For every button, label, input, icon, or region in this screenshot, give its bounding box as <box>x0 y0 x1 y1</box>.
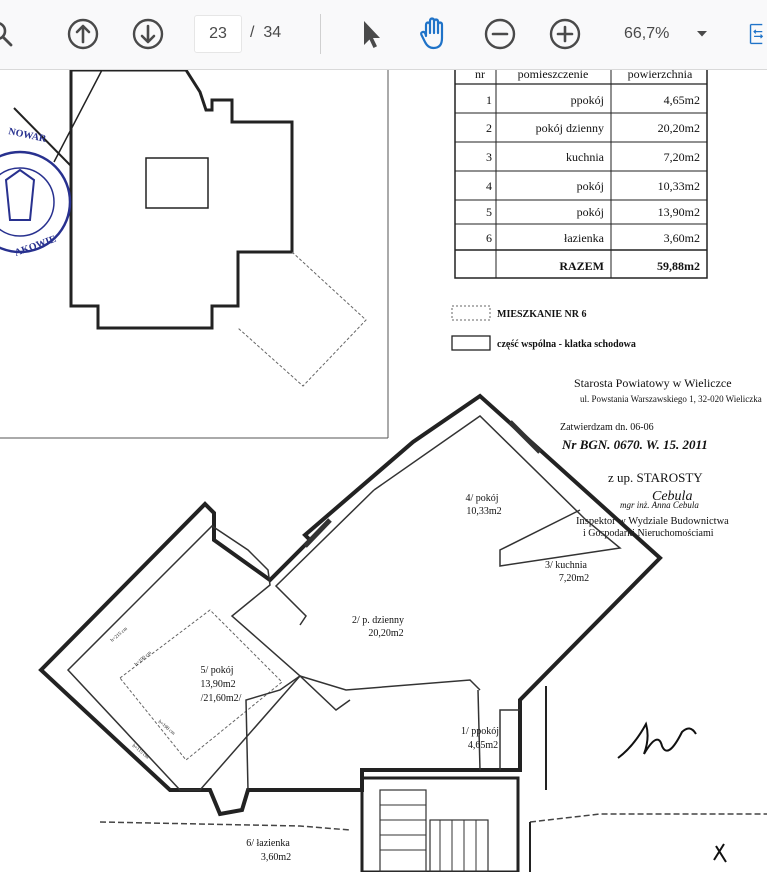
room-area: 4,65m2 <box>467 740 499 751</box>
page-total <box>250 24 281 42</box>
seal-text-top: NOWAR <box>7 126 48 145</box>
svg-text:h=190 cm: h=190 cm <box>134 650 153 668</box>
room-label: 3/ kuchnia <box>545 560 587 571</box>
search-icon[interactable] <box>0 14 22 54</box>
pdf-toolbar <box>0 0 767 70</box>
select-tool-icon[interactable] <box>350 14 390 54</box>
seal-text-bottom: AKOWIE <box>13 233 58 259</box>
svg-text:3: 3 <box>486 150 492 164</box>
table-row <box>486 150 700 164</box>
approval-stamp <box>560 376 762 539</box>
svg-text:pokój: pokój <box>576 179 604 193</box>
svg-text:1: 1 <box>486 93 492 107</box>
zoom-value: 66,7% <box>624 25 670 42</box>
svg-text:pokój: pokój <box>576 205 604 219</box>
legend-common-area: część wspólna - klatka schodowa <box>497 339 636 350</box>
svg-text:7,20m2: 7,20m2 <box>663 150 700 164</box>
chevron-down-icon <box>696 25 708 43</box>
legend-apartment: MIESZKANIE NR 6 <box>497 309 587 320</box>
room-label: 4/ pokój <box>465 493 499 504</box>
toolbar-divider <box>320 14 321 54</box>
svg-text:łazienka: łazienka <box>564 231 604 245</box>
room-label: 1/ ppokój <box>460 726 500 737</box>
svg-text:4: 4 <box>486 179 492 193</box>
zoom-in-icon[interactable] <box>545 14 585 54</box>
room-label: 5/ pokój <box>200 665 234 676</box>
svg-text:kuchnia: kuchnia <box>566 150 604 164</box>
svg-text:h=215 cm: h=215 cm <box>110 626 129 644</box>
svg-text:h=115 cm: h=115 cm <box>130 743 150 761</box>
svg-text:Zatwierdzam dn. 06-06: Zatwierdzam dn. 06-06 <box>560 422 654 433</box>
svg-text:ppokój: ppokój <box>570 93 604 107</box>
handwritten-signature <box>618 724 726 862</box>
dimension-notes <box>110 627 175 761</box>
room-area: 20,20m2 <box>368 628 404 639</box>
table-total-row <box>559 259 700 273</box>
fit-page-icon[interactable] <box>747 14 767 54</box>
room-area: 13,90m2 <box>200 679 236 690</box>
room-labels <box>200 493 589 863</box>
svg-text:h=190 cm: h=190 cm <box>156 719 176 737</box>
svg-text:4,65m2: 4,65m2 <box>663 93 700 107</box>
svg-text:Starosta Powiatowy w Wieliczce: Starosta Powiatowy w Wieliczce <box>574 376 732 390</box>
table-row <box>486 179 700 193</box>
room-label: 6/ łazienka <box>246 838 290 849</box>
page-number-input[interactable] <box>194 15 242 53</box>
room-area: 7,20m2 <box>558 573 590 584</box>
hand-tool-icon[interactable] <box>414 14 454 54</box>
svg-text:3,60m2: 3,60m2 <box>663 231 700 245</box>
svg-text:RAZEM: RAZEM <box>559 259 604 273</box>
official-seal <box>0 126 70 259</box>
table-row <box>486 205 700 219</box>
room-label: 2/ p. dzienny <box>352 615 404 626</box>
svg-text:20,20m2: 20,20m2 <box>657 121 700 135</box>
svg-text:i Gospodarki Nieruchomościami: i Gospodarki Nieruchomościami <box>583 528 714 539</box>
svg-text:Inspektor w Wydziale Budownict: Inspektor w Wydziale Budownictwa <box>576 516 729 527</box>
svg-text:6: 6 <box>486 231 492 245</box>
table-row <box>486 121 700 135</box>
svg-text:Nr BGN. 0670. W. 15. 2011: Nr BGN. 0670. W. 15. 2011 <box>562 437 708 452</box>
page-up-icon[interactable] <box>63 14 103 54</box>
svg-text:10,33m2: 10,33m2 <box>657 179 700 193</box>
svg-text:13,90m2: 13,90m2 <box>657 205 700 219</box>
page-canvas <box>0 70 767 872</box>
table-header-nr: nr <box>475 70 485 81</box>
room-area: 3,60m2 <box>260 852 292 863</box>
legend <box>452 306 636 350</box>
room-area: 10,33m2 <box>466 506 502 517</box>
apartment-floor-plan <box>41 396 767 872</box>
svg-text:2: 2 <box>486 121 492 135</box>
table-header-area: powierzchnia <box>627 70 693 81</box>
svg-text:5: 5 <box>486 205 492 219</box>
zoom-select[interactable] <box>612 15 720 53</box>
svg-text:Cebula: Cebula <box>652 489 693 504</box>
room-area-extra: /21,60m2/ <box>200 693 242 704</box>
svg-text:mgr inż. Anna Cebula: mgr inż. Anna Cebula <box>620 500 699 510</box>
table-row <box>486 231 700 245</box>
svg-text:59,88m2: 59,88m2 <box>657 259 700 273</box>
svg-text:pokój dzienny: pokój dzienny <box>535 121 604 135</box>
document-viewport[interactable] <box>0 70 767 872</box>
svg-text:z up. STAROSTY: z up. STAROSTY <box>608 470 703 485</box>
room-table <box>455 70 707 278</box>
zoom-out-icon[interactable] <box>480 14 520 54</box>
table-header-room: pomieszczenie <box>517 70 589 81</box>
page-separator: / <box>250 24 255 41</box>
table-row <box>486 93 700 107</box>
upper-plan-frame <box>0 70 388 438</box>
page-total-count: 34 <box>263 24 282 41</box>
svg-text:ul. Powstania Warszawskiego 1,: ul. Powstania Warszawskiego 1, 32-020 Wieliczka <box>580 394 762 404</box>
page-down-icon[interactable] <box>128 14 168 54</box>
